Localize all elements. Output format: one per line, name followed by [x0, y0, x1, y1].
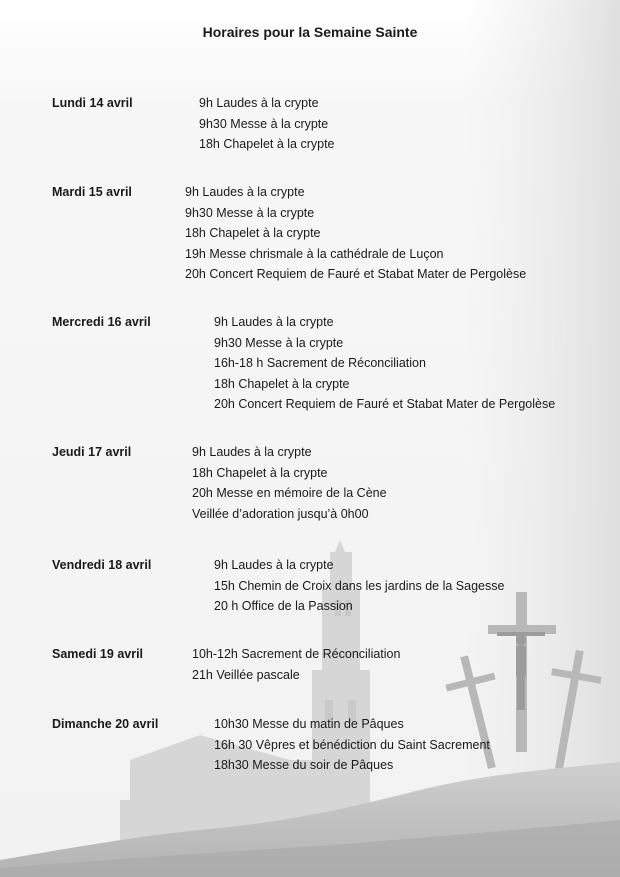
- event-list: [199, 96, 335, 158]
- event-item: 9h Laudes à la crypte: [185, 185, 305, 199]
- event-item: 9h30 Messe à la crypte: [199, 116, 329, 131]
- event-item: 20h Concert Requiem de Fauré et Stabat Mater de Pergolèse: [185, 267, 527, 281]
- event-list: [214, 315, 555, 418]
- day-label: Mardi 15 avril: [52, 185, 132, 199]
- event-item: 16h-18 h Sacrement de Réconciliation: [214, 356, 426, 370]
- event-item: 20h Concert Requiem de Fauré et Stabat Mater de Pergolèse: [214, 397, 556, 411]
- event-list: [214, 558, 504, 620]
- event-item: 21h Veillée pascale: [192, 667, 300, 682]
- event-item: 9h30 Messe à la crypte: [185, 205, 315, 220]
- day-label: Vendredi 18 avril: [52, 558, 152, 572]
- day-label: Jeudi 17 avril: [52, 445, 132, 459]
- day-label: Dimanche 20 avril: [52, 717, 159, 731]
- event-item: 18h30 Messe du soir de Pâques: [214, 758, 394, 772]
- event-item: 9h Laudes à la crypte: [214, 558, 334, 572]
- event-item: 15h Chemin de Croix dans les jardins de la Sagesse: [214, 578, 505, 593]
- event-list: [192, 445, 387, 527]
- event-list: [214, 717, 490, 779]
- day-label: Lundi 14 avril: [52, 96, 133, 110]
- day-label: Mercredi 16 avril: [52, 315, 151, 329]
- event-item: 20 h Office de la Passion: [214, 599, 353, 613]
- event-item: 9h Laudes à la crypte: [192, 445, 312, 459]
- event-list: [185, 185, 526, 288]
- event-item: 19h Messe chrismale à la cathédrale de Luçon: [185, 246, 444, 261]
- event-item: Veillée d’adoration jusqu’à 0h00: [192, 506, 369, 521]
- event-item: 18h Chapelet à la crypte: [214, 376, 350, 391]
- event-item: 18h Chapelet à la crypte: [185, 226, 321, 240]
- event-item: 9h Laudes à la crypte: [214, 315, 334, 329]
- event-item: 20h Messe en mémoire de la Cène: [192, 486, 387, 500]
- event-item: 18h Chapelet à la crypte: [199, 137, 335, 151]
- event-item: 10h-12h Sacrement de Réconciliation: [192, 647, 401, 661]
- event-item: 9h30 Messe à la crypte: [214, 335, 344, 350]
- event-item: 10h30 Messe du matin de Pâques: [214, 717, 404, 731]
- event-item: 16h 30 Vêpres et bénédiction du Saint Sacrement: [214, 737, 490, 752]
- day-label: Samedi 19 avril: [52, 647, 144, 661]
- event-list: [192, 647, 400, 688]
- event-item: 9h Laudes à la crypte: [199, 96, 319, 110]
- event-item: 18h Chapelet à la crypte: [192, 465, 328, 480]
- page-title: Horaires pour la Semaine Sainte: [202, 24, 418, 40]
